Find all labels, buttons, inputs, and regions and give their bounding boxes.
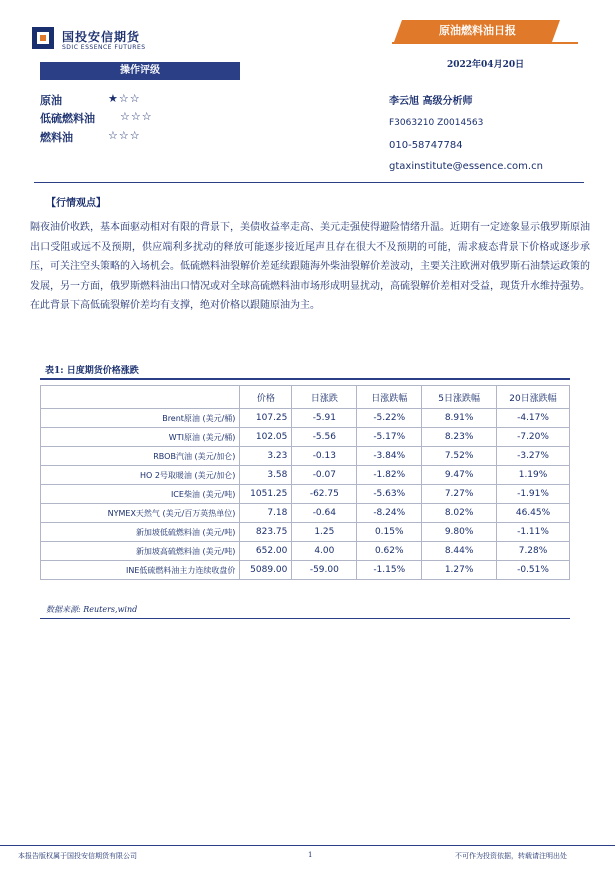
daily-change-cell: -0.07 [292,466,357,485]
price-cell: 1051.25 [240,485,292,504]
five-day-pct-cell: 8.91% [422,409,497,428]
twenty-day-pct-cell: -0.51% [497,561,570,580]
rating-stars-lsfo [120,110,153,123]
rating-stars-fo [108,129,141,142]
star-empty-icon: ☆☆☆ [120,110,153,123]
twenty-day-pct-cell: -1.11% [497,523,570,542]
commodity-name: 新加坡低硫燃料油 (美元/吨) [41,523,240,542]
table-row [41,428,570,447]
table-title-rule [40,378,570,380]
star-empty-icon: ☆☆ [118,92,141,105]
five-day-pct-cell: 8.44% [422,542,497,561]
daily-pct-cell: -3.84% [357,447,422,466]
report-date: 2022年04月20日 [447,60,525,70]
table-row [41,542,570,561]
commodity-name: WTI原油 (美元/桶) [41,428,240,447]
table-row [41,561,570,580]
daily-pct-cell: -8.24% [357,504,422,523]
header-cell [41,386,240,409]
daily-change-cell: 4.00 [292,542,357,561]
commodity-name: NYMEX天然气 (美元/百万英热单位) [41,504,240,523]
table-title: 表1: 日度期货价格涨跌 [45,366,139,376]
rating-name: 燃料油 [40,131,73,144]
rating-row-crude [40,92,62,108]
five-day-pct-cell: 8.02% [422,504,497,523]
daily-pct-cell: -5.22% [357,409,422,428]
header-rule [392,42,578,44]
table-header-row [41,386,570,409]
twenty-day-pct-cell: -3.27% [497,447,570,466]
star-empty-icon: ☆☆☆ [108,129,141,142]
price-cell: 5089.00 [240,561,292,580]
market-view-paragraph: 隔夜油价收跌，基本面驱动相对有限的背景下，美债收益率走高、美元走强使得避险情绪升温。近期有一定迹象显示俄罗斯原油出口受阻或远不及预期，供应端利多扰动的释放可能逐步接近尾声且存在很大不及预期的可能，需求疲态背景下价格或逐步承压，可关注空头策略的入场机会。低硫燃料油裂解价差延续跟随海外柴油裂解价差波动，主要关注欧洲对俄罗斯石油禁运政策的发展，另一方面，俄罗斯燃料油出口情况或对全球高硫燃料油市场形成明显扰动，高硫裂解价差相对受益，现货升水维持强势。在此背景下高低硫裂解价差均有支撑，绝对价格以跟随原油为主。 [30,222,590,311]
daily-change-cell: 1.25 [292,523,357,542]
header-cell: 日涨跌 [292,386,357,409]
daily-pct-cell: -1.82% [357,466,422,485]
price-table [40,385,570,580]
analyst-phone: 010-58747784 [389,140,463,151]
commodity-name: HO 2号取暖油 (美元/加仑) [41,466,240,485]
price-cell: 3.23 [240,447,292,466]
five-day-pct-cell: 7.52% [422,447,497,466]
report-type-badge: 原油燃料油日报 [394,20,560,42]
twenty-day-pct-cell: 46.45% [497,504,570,523]
commodity-name: 新加坡高硫燃料油 (美元/吨) [41,542,240,561]
daily-pct-cell: -5.17% [357,428,422,447]
rating-row-fo [40,129,73,145]
footer-copyright: 本报告版权属于国投安信期货有限公司 [18,852,137,860]
table-source: 数据来源: Reuters,wind [46,605,138,614]
analyst-email: gtaxinstitute@essence.com.cn [389,161,543,172]
rating-title: 操作评级 [40,62,240,80]
daily-pct-cell: -5.63% [357,485,422,504]
daily-change-cell: -0.64 [292,504,357,523]
twenty-day-pct-cell: 7.28% [497,542,570,561]
daily-pct-cell: -1.15% [357,561,422,580]
header-cell: 5日涨跌幅 [422,386,497,409]
header-cell: 价格 [240,386,292,409]
five-day-pct-cell: 7.27% [422,485,497,504]
footer-disclaimer: 不可作为投资依据，转载请注明出处 [455,852,567,860]
analyst-name: 李云旭 高级分析师 [389,96,473,107]
twenty-day-pct-cell: 1.19% [497,466,570,485]
daily-change-cell: -0.13 [292,447,357,466]
price-cell: 7.18 [240,504,292,523]
rating-name: 原油 [40,94,62,107]
table-row [41,447,570,466]
logo-icon [32,27,54,49]
table-row [41,485,570,504]
table-row [41,466,570,485]
table-row [41,523,570,542]
daily-pct-cell: 0.62% [357,542,422,561]
price-cell: 107.25 [240,409,292,428]
twenty-day-pct-cell: -7.20% [497,428,570,447]
twenty-day-pct-cell: -4.17% [497,409,570,428]
logo-english: SDIC ESSENCE FUTURES [62,44,146,51]
five-day-pct-cell: 1.27% [422,561,497,580]
rating-stars-crude [108,92,141,105]
header-cell: 日涨跌幅 [357,386,422,409]
five-day-pct-cell: 8.23% [422,428,497,447]
commodity-name: INE低硫燃料油主力连续收盘价 [41,561,240,580]
page-number: 1 [308,851,313,859]
price-cell: 3.58 [240,466,292,485]
star-filled-icon: ★ [108,92,119,105]
price-cell: 652.00 [240,542,292,561]
footer-rule [0,845,615,846]
table-row [41,504,570,523]
price-cell: 823.75 [240,523,292,542]
commodity-name: Brent原油 (美元/桶) [41,409,240,428]
header-cell: 20日涨跌幅 [497,386,570,409]
analyst-license: F3063210 Z0014563 [389,118,484,128]
section-divider [34,182,584,183]
five-day-pct-cell: 9.80% [422,523,497,542]
rating-name: 低硫燃料油 [40,112,95,125]
logo-text: 国投安信期货 [62,30,141,44]
twenty-day-pct-cell: -1.91% [497,485,570,504]
daily-change-cell: -62.75 [292,485,357,504]
table-row [41,409,570,428]
daily-change-cell: -5.91 [292,409,357,428]
price-cell: 102.05 [240,428,292,447]
daily-change-cell: -5.56 [292,428,357,447]
market-view-title: 【行情观点】 [46,198,106,209]
source-rule [40,618,570,619]
five-day-pct-cell: 9.47% [422,466,497,485]
daily-change-cell: -59.00 [292,561,357,580]
rating-row-lsfo [40,110,95,126]
commodity-name: ICE柴油 (美元/吨) [41,485,240,504]
daily-pct-cell: 0.15% [357,523,422,542]
commodity-name: RBOB汽油 (美元/加仑) [41,447,240,466]
